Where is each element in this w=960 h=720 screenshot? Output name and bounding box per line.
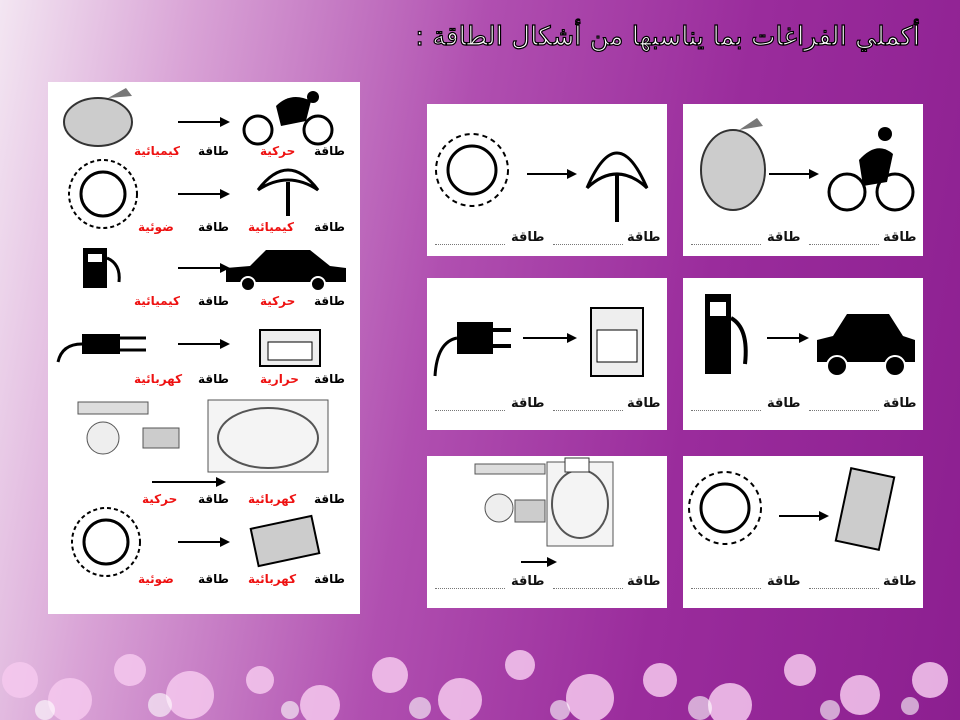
- energy-word: طاقة: [627, 396, 661, 411]
- fuel-pump-icon: [705, 294, 746, 374]
- energy-word: طاقة: [314, 294, 345, 308]
- energy-word: طاقة: [198, 294, 229, 308]
- energy-word: طاقة: [767, 396, 801, 411]
- cyclist-icon: [244, 91, 332, 144]
- blank-line[interactable]: [435, 244, 505, 245]
- energy-word: طاقة: [314, 220, 345, 234]
- fuel-pump-icon: [83, 248, 119, 288]
- meter-icon: [547, 458, 613, 546]
- arrow-icon: [523, 333, 577, 343]
- oven-icon: [260, 330, 320, 366]
- answer-right: كهربائية: [248, 492, 297, 506]
- exercise-card-sun-tree: [427, 104, 667, 256]
- answer-right: كهربائية: [248, 572, 297, 586]
- answer-left: كيميائية: [134, 294, 181, 308]
- energy-word: طاقة: [314, 492, 345, 506]
- energy-word: طاقة: [314, 372, 345, 386]
- energy-word: طاقة: [883, 574, 917, 589]
- answer-right: كيميائية: [248, 220, 295, 234]
- calculator-icon: [251, 516, 320, 566]
- answer-right: حركية: [260, 294, 296, 308]
- answer-left: ضوئية: [138, 572, 174, 586]
- arrow-icon: [521, 557, 557, 567]
- plug-icon: [435, 322, 511, 376]
- blank-line[interactable]: [435, 588, 505, 589]
- arrow-icon: [767, 333, 809, 343]
- exercise-card-plug-oven: [427, 278, 667, 430]
- arrow-icon: [769, 169, 819, 179]
- answer-left: كهربائية: [134, 372, 183, 386]
- arrow-icon: [178, 537, 230, 547]
- tree-icon: [258, 170, 318, 216]
- sun-icon: [72, 508, 140, 576]
- blank-line[interactable]: [435, 410, 505, 411]
- sun-icon: [436, 134, 508, 206]
- energy-word: طاقة: [767, 230, 801, 245]
- energy-word: طاقة: [511, 574, 545, 589]
- flower-border-decoration: [0, 610, 960, 720]
- energy-word: طاقة: [198, 572, 229, 586]
- arrow-icon: [178, 339, 230, 349]
- energy-word: طاقة: [767, 574, 801, 589]
- exercise-card-apple-bike: [683, 104, 923, 256]
- oven-icon: [591, 308, 643, 376]
- answer-left: ضوئية: [138, 220, 174, 234]
- apple-icon: [64, 88, 132, 146]
- blank-line[interactable]: [553, 588, 623, 589]
- cyclist-icon: [829, 127, 913, 210]
- arrow-icon: [178, 263, 230, 273]
- blank-line[interactable]: [691, 410, 761, 411]
- energy-word: طاقة: [627, 574, 661, 589]
- energy-word: طاقة: [198, 372, 229, 386]
- energy-word: طاقة: [511, 230, 545, 245]
- answer-left: حركية: [142, 492, 178, 506]
- energy-word: طاقة: [627, 230, 661, 245]
- apple-icon: [701, 118, 765, 210]
- answer-right: حرارية: [260, 372, 299, 386]
- arrow-icon: [178, 189, 230, 199]
- energy-word: طاقة: [314, 144, 345, 158]
- arrow-icon: [178, 117, 230, 127]
- plug-icon: [58, 334, 146, 362]
- car-icon: [817, 314, 915, 376]
- answer-left: كيميائية: [134, 144, 181, 158]
- dynamo-icon: [475, 464, 545, 522]
- energy-word: طاقة: [198, 144, 229, 158]
- exercise-card-sun-calculator: [683, 456, 923, 608]
- page-title: أكملي الفراغات بما يناسبها من أشكال الطاقة :: [415, 22, 920, 52]
- calculator-icon: [836, 468, 894, 550]
- answer-key-illustrations: [48, 82, 360, 614]
- blank-line[interactable]: [691, 244, 761, 245]
- energy-word: طاقة: [511, 396, 545, 411]
- energy-word: طاقة: [883, 396, 917, 411]
- tree-icon: [587, 153, 647, 222]
- blank-line[interactable]: [809, 410, 879, 411]
- energy-word: طاقة: [198, 492, 229, 506]
- dynamo-icon: [78, 400, 328, 472]
- exercise-card-fuel-car: [683, 278, 923, 430]
- energy-word: طاقة: [883, 230, 917, 245]
- sun-icon: [689, 472, 761, 544]
- energy-word: طاقة: [314, 572, 345, 586]
- blank-line[interactable]: [809, 588, 879, 589]
- blank-line[interactable]: [809, 244, 879, 245]
- arrow-icon: [152, 477, 226, 487]
- answer-key-panel: [48, 82, 360, 614]
- arrow-icon: [779, 511, 829, 521]
- car-icon: [226, 250, 346, 291]
- blank-line[interactable]: [553, 410, 623, 411]
- sun-icon: [69, 160, 137, 228]
- answer-right: حركية: [260, 144, 296, 158]
- exercise-card-generator: [427, 456, 667, 608]
- arrow-icon: [527, 169, 577, 179]
- blank-line[interactable]: [553, 244, 623, 245]
- blank-line[interactable]: [691, 588, 761, 589]
- energy-word: طاقة: [198, 220, 229, 234]
